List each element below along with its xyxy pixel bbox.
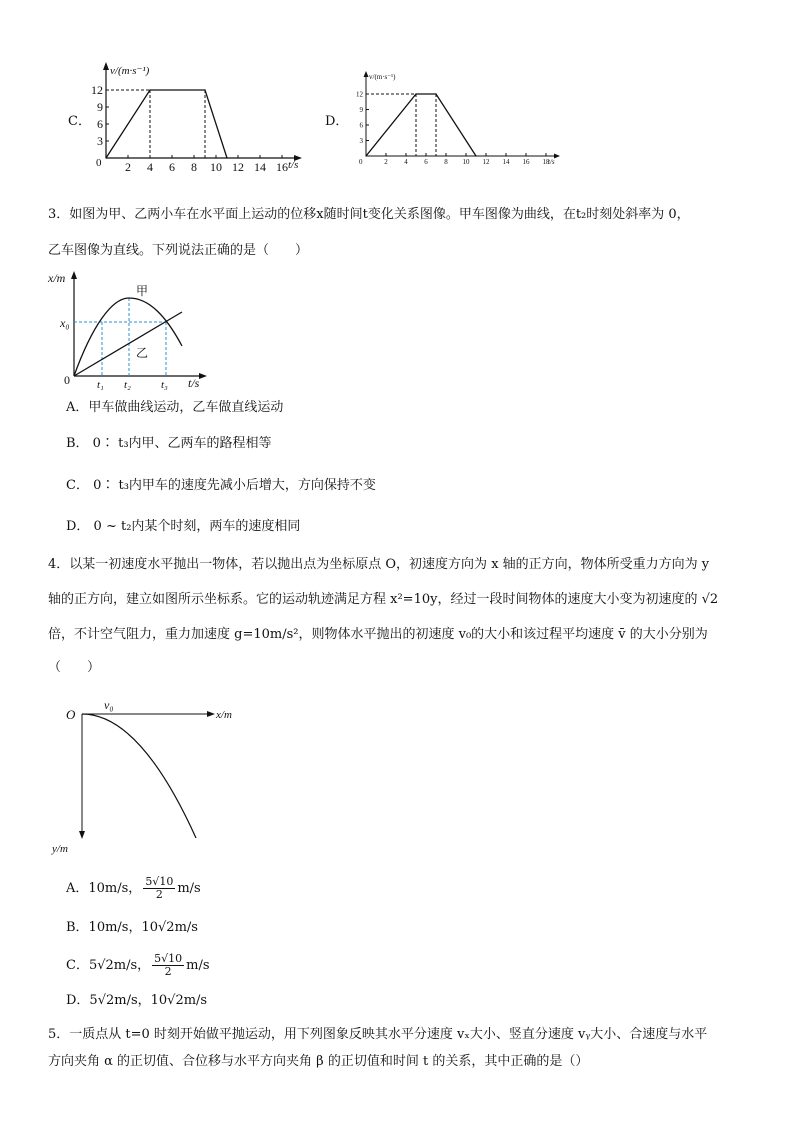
d-xtick-label: 6 bbox=[424, 158, 428, 166]
q3-t3-label: t₃ bbox=[161, 379, 168, 391]
chart-option-c bbox=[88, 58, 314, 176]
q3-option-d[interactable]: D． 0 ~ t₂内某个时刻，两车的速度相同 bbox=[66, 519, 301, 534]
q4-option-b[interactable]: B．10m/s，10√2m/s bbox=[66, 920, 198, 935]
d-y-arrow bbox=[364, 71, 369, 77]
q4-option-c-fraction bbox=[152, 953, 184, 978]
q3-label-jia: 甲 bbox=[136, 284, 149, 298]
d-ytick-label: 12 bbox=[356, 90, 363, 99]
q4-text-line3: 倍，不计空气阻力，重力加速度 g=10m/s²，则物体水平抛出的初速度 v₀的大小和该过程平均速度 v̄ 的大小分别为 bbox=[48, 627, 708, 642]
c-xtick-label: 4 bbox=[147, 160, 153, 174]
d-xtick-label: 18 bbox=[542, 158, 550, 166]
d-xtick-label: 12 bbox=[482, 158, 490, 166]
d-xlabel: t/s bbox=[548, 158, 555, 166]
c-data-point bbox=[105, 157, 106, 158]
option-c-label: C． bbox=[68, 114, 91, 129]
d-ytick-label: 6 bbox=[359, 121, 363, 130]
q4-option-a-post: m/s bbox=[177, 881, 201, 896]
d-xtick-label: 16 bbox=[522, 158, 530, 166]
q4-option-c-pre: C．5√2m/s， bbox=[66, 958, 151, 973]
d-xtick-label: 14 bbox=[502, 158, 510, 166]
q4-parabola bbox=[82, 714, 196, 838]
q3-label-yi: 乙 bbox=[136, 346, 149, 360]
d-data-point bbox=[365, 155, 366, 156]
q3-x-arrow bbox=[199, 373, 207, 379]
q3-y-arrow bbox=[71, 271, 77, 279]
q4-option-a-num: 5√10 bbox=[145, 875, 174, 888]
d-origin: 0 bbox=[359, 158, 363, 166]
q4-option-c-den: 2 bbox=[164, 965, 172, 978]
c-series-line bbox=[106, 90, 227, 158]
q4-x-arrow bbox=[207, 711, 215, 717]
q3-option-c[interactable]: C． 0∶ t₃内甲车的速度先减小后增大，方向保持不变 bbox=[66, 478, 376, 493]
q4-option-a-den: 2 bbox=[155, 888, 163, 901]
q4-option-a-fraction bbox=[143, 876, 175, 901]
c-xtick-label: 10 bbox=[210, 160, 222, 174]
q4-option-c[interactable] bbox=[66, 953, 210, 978]
c-data-point bbox=[149, 89, 150, 90]
d-ytick-label: 9 bbox=[359, 105, 363, 114]
q3-option-b[interactable]: B． 0∶ t₃内甲、乙两车的路程相等 bbox=[66, 436, 272, 451]
d-data-point bbox=[415, 93, 416, 94]
c-xtick-label: 14 bbox=[254, 160, 266, 174]
d-xtick-label: 4 bbox=[404, 158, 408, 166]
q4-xlabel: x/m bbox=[216, 709, 232, 721]
c-ytick-label: 3 bbox=[97, 134, 103, 149]
q3-text-line2: 乙车图像为直线。下列说法正确的是（ ） bbox=[48, 243, 309, 258]
d-xtick-label: 2 bbox=[384, 158, 388, 166]
c-ylabel: v/(m·s⁻¹) bbox=[110, 65, 150, 77]
q3-origin: 0 bbox=[64, 373, 70, 387]
d-xtick-label: 8 bbox=[444, 158, 448, 166]
c-xtick-label: 2 bbox=[125, 160, 131, 174]
q4-v0-label: v₀ bbox=[104, 698, 114, 712]
q3-ylabel: x/m bbox=[48, 271, 66, 285]
c-ytick-label: 6 bbox=[97, 117, 103, 132]
option-d-label: D． bbox=[325, 114, 349, 129]
q5-text-line2: 方向夹角 α 的正切值、合位移与水平方向夹角 β 的正切值和时间 t 的关系，其中正确的是（） bbox=[48, 1054, 589, 1069]
q4-option-a-pre: A．10m/s， bbox=[66, 881, 142, 896]
c-xtick-label: 12 bbox=[232, 160, 244, 174]
d-data-point bbox=[475, 155, 476, 156]
c-ytick-label: 9 bbox=[97, 100, 103, 115]
q4-trajectory-graph bbox=[50, 694, 250, 858]
c-xtick-label: 16 bbox=[276, 160, 288, 174]
c-origin: 0 bbox=[96, 157, 102, 169]
q4-option-d[interactable]: D．5√2m/s，10√2m/s bbox=[66, 993, 208, 1008]
d-xtick-label: 10 bbox=[462, 158, 470, 166]
c-xlabel: t/s bbox=[288, 159, 299, 171]
d-ytick-label: 3 bbox=[359, 136, 363, 145]
c-data-point bbox=[226, 157, 227, 158]
d-series-line bbox=[366, 94, 476, 156]
q3-x0-label: x₀ bbox=[60, 316, 70, 330]
q4-text-line1: 4．以某一初速度水平抛出一物体，若以抛出点为坐标原点 O，初速度方向为 x 轴的正方向，物体所受重力方向为 y bbox=[48, 557, 710, 572]
q3-option-a[interactable]: A．甲车做曲线运动，乙车做直线运动 bbox=[66, 400, 284, 415]
c-xtick-label: 6 bbox=[169, 160, 175, 174]
c-data-point bbox=[204, 89, 205, 90]
q4-option-c-num: 5√10 bbox=[154, 952, 183, 965]
d-x-arrow bbox=[554, 154, 560, 159]
q4-text-line2: 轴的正方向，建立如图所示坐标系。它的运动轨迹满足方程 x²=10y，经过一段时间物体的速度大小变为初速度的 √2 bbox=[48, 592, 719, 607]
q4-origin: O bbox=[66, 707, 76, 722]
d-data-point bbox=[435, 93, 436, 94]
c-ytick-label: 12 bbox=[91, 83, 103, 98]
chart-option-d bbox=[350, 68, 568, 172]
q3-t1-label: t₁ bbox=[97, 379, 104, 391]
q4-option-a[interactable] bbox=[66, 876, 201, 901]
q3-t2-label: t₂ bbox=[124, 379, 131, 391]
q4-text-line4: （ ） bbox=[48, 660, 101, 675]
d-ylabel: v/(m·s⁻¹) bbox=[369, 73, 396, 81]
q3-xlabel: t/s bbox=[188, 376, 200, 390]
c-xtick-label: 8 bbox=[191, 160, 197, 174]
q4-ylabel: y/m bbox=[52, 843, 68, 855]
c-y-arrow bbox=[103, 62, 109, 70]
q3-text-line1: 3．如图为甲、乙两小车在水平面上运动的位移x随时间t变化关系图像。甲车图像为曲线，在t₂时刻处斜率为 0， bbox=[48, 207, 690, 222]
q4-y-arrow bbox=[79, 831, 85, 839]
q4-option-c-post: m/s bbox=[186, 958, 210, 973]
q5-text-line1: 5．一质点从 t=0 时刻开始做平抛运动，用下列图象反映其水平分速度 vₓ大小、竖直分速度 vᵧ大小、合速度与水平 bbox=[48, 1027, 708, 1042]
q3-xt-graph bbox=[44, 266, 224, 392]
